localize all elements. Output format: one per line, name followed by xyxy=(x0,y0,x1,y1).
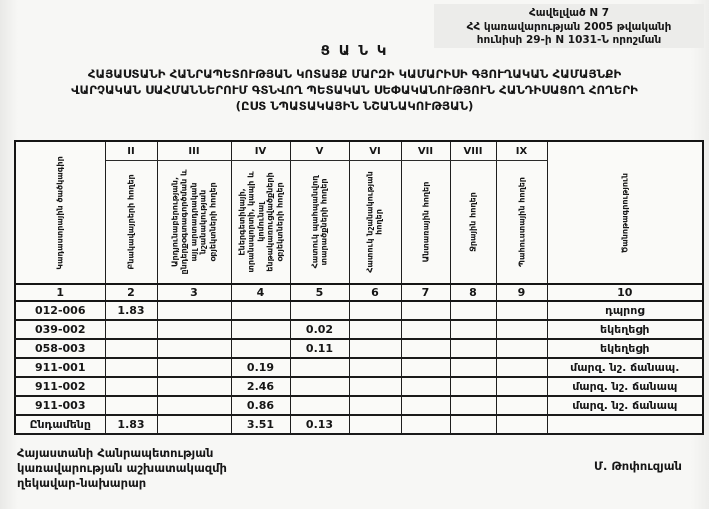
value-cell xyxy=(401,339,450,358)
total-value-cell xyxy=(157,415,231,434)
value-cell xyxy=(496,301,547,320)
value-cell xyxy=(231,320,290,339)
value-cell: 0.86 xyxy=(231,396,290,415)
total-remark-cell xyxy=(547,415,703,434)
value-cell xyxy=(496,339,547,358)
numeral-IX: IX xyxy=(496,141,547,161)
value-cell xyxy=(157,358,231,377)
value-cell xyxy=(157,320,231,339)
value-cell xyxy=(349,320,401,339)
value-cell xyxy=(349,377,401,396)
numeral-IV: IV xyxy=(231,141,290,161)
table-row xyxy=(15,377,703,396)
total-value-cell xyxy=(349,415,401,434)
header-water-lands-label: Ջրային հողեր xyxy=(468,192,478,252)
value-cell xyxy=(401,358,450,377)
header-industry-lands-label: Արդյունաբերության, ընդերքօգտագործման և այլ արտադրական նշանակության օբյեկտների հողեր xyxy=(170,169,218,275)
value-cell xyxy=(231,339,290,358)
header-infrastructure-lands-label: Էներգետիկայի, տրանսպորտի, կապի և կոմունալ ենթակառուցվածքների օբյեկտների հողեր xyxy=(236,171,284,273)
header-water-lands xyxy=(450,161,496,285)
document-title: Ց Ա Ն Կ xyxy=(320,43,389,59)
document-subtitle xyxy=(0,66,709,114)
header-remark xyxy=(547,141,703,284)
value-cell xyxy=(496,377,547,396)
value-cell xyxy=(450,396,496,415)
value-cell: 0.02 xyxy=(290,320,349,339)
value-cell xyxy=(450,377,496,396)
value-cell xyxy=(349,396,401,415)
value-cell xyxy=(290,377,349,396)
numeral-V: V xyxy=(290,141,349,161)
colnum-3: 3 xyxy=(157,284,231,301)
header-settlement-lands-label: Բնակավայրերի հողեր xyxy=(126,174,136,270)
cadastral-code-cell: 911-002 xyxy=(15,377,105,396)
value-cell xyxy=(105,339,157,358)
remark-cell: մարզ. նշ. ճանապ. xyxy=(547,358,703,377)
total-row xyxy=(15,415,703,434)
signatory-name: Մ. Թոփուզյան xyxy=(594,459,682,473)
remark-cell: եկեղեցի xyxy=(547,339,703,358)
table-row xyxy=(15,301,703,320)
header-industry-lands xyxy=(157,161,231,285)
cadastral-code-cell: 058-003 xyxy=(15,339,105,358)
corner-annex-note xyxy=(434,4,704,48)
value-cell xyxy=(157,396,231,415)
total-value-cell: 3.51 xyxy=(231,415,290,434)
header-forest-lands xyxy=(401,161,450,285)
numeral-II: II xyxy=(105,141,157,161)
total-label: Ընդամենը xyxy=(15,415,105,434)
header-infrastructure-lands xyxy=(231,161,290,285)
value-cell xyxy=(496,396,547,415)
value-cell xyxy=(450,339,496,358)
cadastral-code-cell: 911-001 xyxy=(15,358,105,377)
header-cadastral-code xyxy=(15,141,105,284)
header-remark-label: Ծանոթագրություն xyxy=(620,172,630,253)
roman-numeral-header-row xyxy=(15,141,703,161)
value-cell xyxy=(450,320,496,339)
value-cell xyxy=(157,301,231,320)
annex-number: Հավելված N 7 xyxy=(528,7,610,19)
value-cell xyxy=(105,377,157,396)
header-special-purpose-lands xyxy=(349,161,401,285)
numeral-III: III xyxy=(157,141,231,161)
total-value-cell: 0.13 xyxy=(290,415,349,434)
value-cell xyxy=(401,320,450,339)
numeral-VIII: VIII xyxy=(450,141,496,161)
header-reserve-lands-label: Պահուստային հողեր xyxy=(516,177,526,267)
colnum-10: 10 xyxy=(547,284,703,301)
signatory-line-3: ղեկավար-նախարար xyxy=(17,476,147,490)
value-cell xyxy=(105,396,157,415)
numeral-VII: VII xyxy=(401,141,450,161)
value-cell: 2.46 xyxy=(231,377,290,396)
value-cell xyxy=(290,358,349,377)
header-protected-lands-label: Հատուկ պահպանվող տարածքների հողեր xyxy=(310,175,329,269)
value-cell xyxy=(349,301,401,320)
value-cell xyxy=(157,339,231,358)
total-value-cell: 1.83 xyxy=(105,415,157,434)
colnum-6: 6 xyxy=(349,284,401,301)
value-cell xyxy=(290,396,349,415)
value-cell xyxy=(450,301,496,320)
value-cell xyxy=(157,377,231,396)
subtitle-line-2: ՎԱՐՉԱԿԱՆ ՍԱՀՄԱՆՆԵՐՈՒՄ ԳՏՆՎՈՂ ՊԵՏԱԿԱՆ ՍԵՓԱԿԱՆՈՒԹՅՈՒՆ ՀԱՆԴԻՍԱՑՈՂ ՀՈՂԵՐԻ xyxy=(71,83,638,97)
value-cell: 0.19 xyxy=(231,358,290,377)
value-cell xyxy=(290,301,349,320)
colnum-8: 8 xyxy=(450,284,496,301)
column-number-row xyxy=(15,284,703,301)
land-classification-table xyxy=(14,140,704,435)
header-protected-lands xyxy=(290,161,349,285)
signatory-position-block xyxy=(17,446,227,491)
total-value-cell xyxy=(496,415,547,434)
total-value-cell xyxy=(450,415,496,434)
table-row xyxy=(15,358,703,377)
numeral-VI: VI xyxy=(349,141,401,161)
decree-owner: ՀՀ կառավարության 2005 թվականի xyxy=(466,20,672,33)
value-cell xyxy=(105,320,157,339)
header-forest-lands-label: Անտառային հողեր xyxy=(420,181,430,263)
header-reserve-lands xyxy=(496,161,547,285)
cadastral-code-cell: 039-002 xyxy=(15,320,105,339)
cadastral-code-cell: 911-003 xyxy=(15,396,105,415)
colnum-7: 7 xyxy=(401,284,450,301)
value-cell xyxy=(349,358,401,377)
colnum-4: 4 xyxy=(231,284,290,301)
remark-cell: մարզ. նշ. ճանապ xyxy=(547,377,703,396)
cadastral-code-cell: 012-006 xyxy=(15,301,105,320)
table-row xyxy=(15,339,703,358)
value-cell xyxy=(496,358,547,377)
value-cell xyxy=(450,358,496,377)
signatory-line-1: Հայաստանի Հանրապետության xyxy=(17,446,214,460)
remark-cell: եկեղեցի xyxy=(547,320,703,339)
value-cell: 1.83 xyxy=(105,301,157,320)
signatory-line-2: կառավարության աշխատակազմի xyxy=(17,461,227,475)
table-row xyxy=(15,396,703,415)
colnum-2: 2 xyxy=(105,284,157,301)
total-value-cell xyxy=(401,415,450,434)
remark-cell: մարզ. նշ. ճանապ xyxy=(547,396,703,415)
header-cadastral-code-label: Կադաստրային ծածկագիր xyxy=(55,155,65,270)
colnum-9: 9 xyxy=(496,284,547,301)
colnum-5: 5 xyxy=(290,284,349,301)
header-special-purpose-lands-label: Հատուկ նշանակության հողեր xyxy=(365,171,384,273)
subtitle-line-3: (ԸՍՏ ՆՊԱՏԱԿԱՅԻՆ ՆՇԱՆԱԿՈՒԹՅԱՆ) xyxy=(235,99,474,113)
value-cell xyxy=(401,377,450,396)
value-cell: 0.11 xyxy=(290,339,349,358)
value-cell xyxy=(401,301,450,320)
colnum-1: 1 xyxy=(15,284,105,301)
value-cell xyxy=(105,358,157,377)
value-cell xyxy=(349,339,401,358)
value-cell xyxy=(401,396,450,415)
value-cell xyxy=(231,301,290,320)
subtitle-line-1: ՀԱՅԱՍՏԱՆԻ ՀԱՆՐԱՊԵՏՈՒԹՅԱՆ ԿՈՏԱՅՔ ՄԱՐԶԻ ԿԱՄԱՐԻՍԻ ԳՅՈՒՂԱԿԱՆ ՀԱՄԱՅՆՔԻ xyxy=(87,67,622,81)
table-row xyxy=(15,320,703,339)
value-cell xyxy=(496,320,547,339)
decree-date: հունիսի 29-ի N 1031-Ն որոշման xyxy=(476,34,662,46)
header-settlement-lands xyxy=(105,161,157,285)
remark-cell: դպրոց xyxy=(547,301,703,320)
